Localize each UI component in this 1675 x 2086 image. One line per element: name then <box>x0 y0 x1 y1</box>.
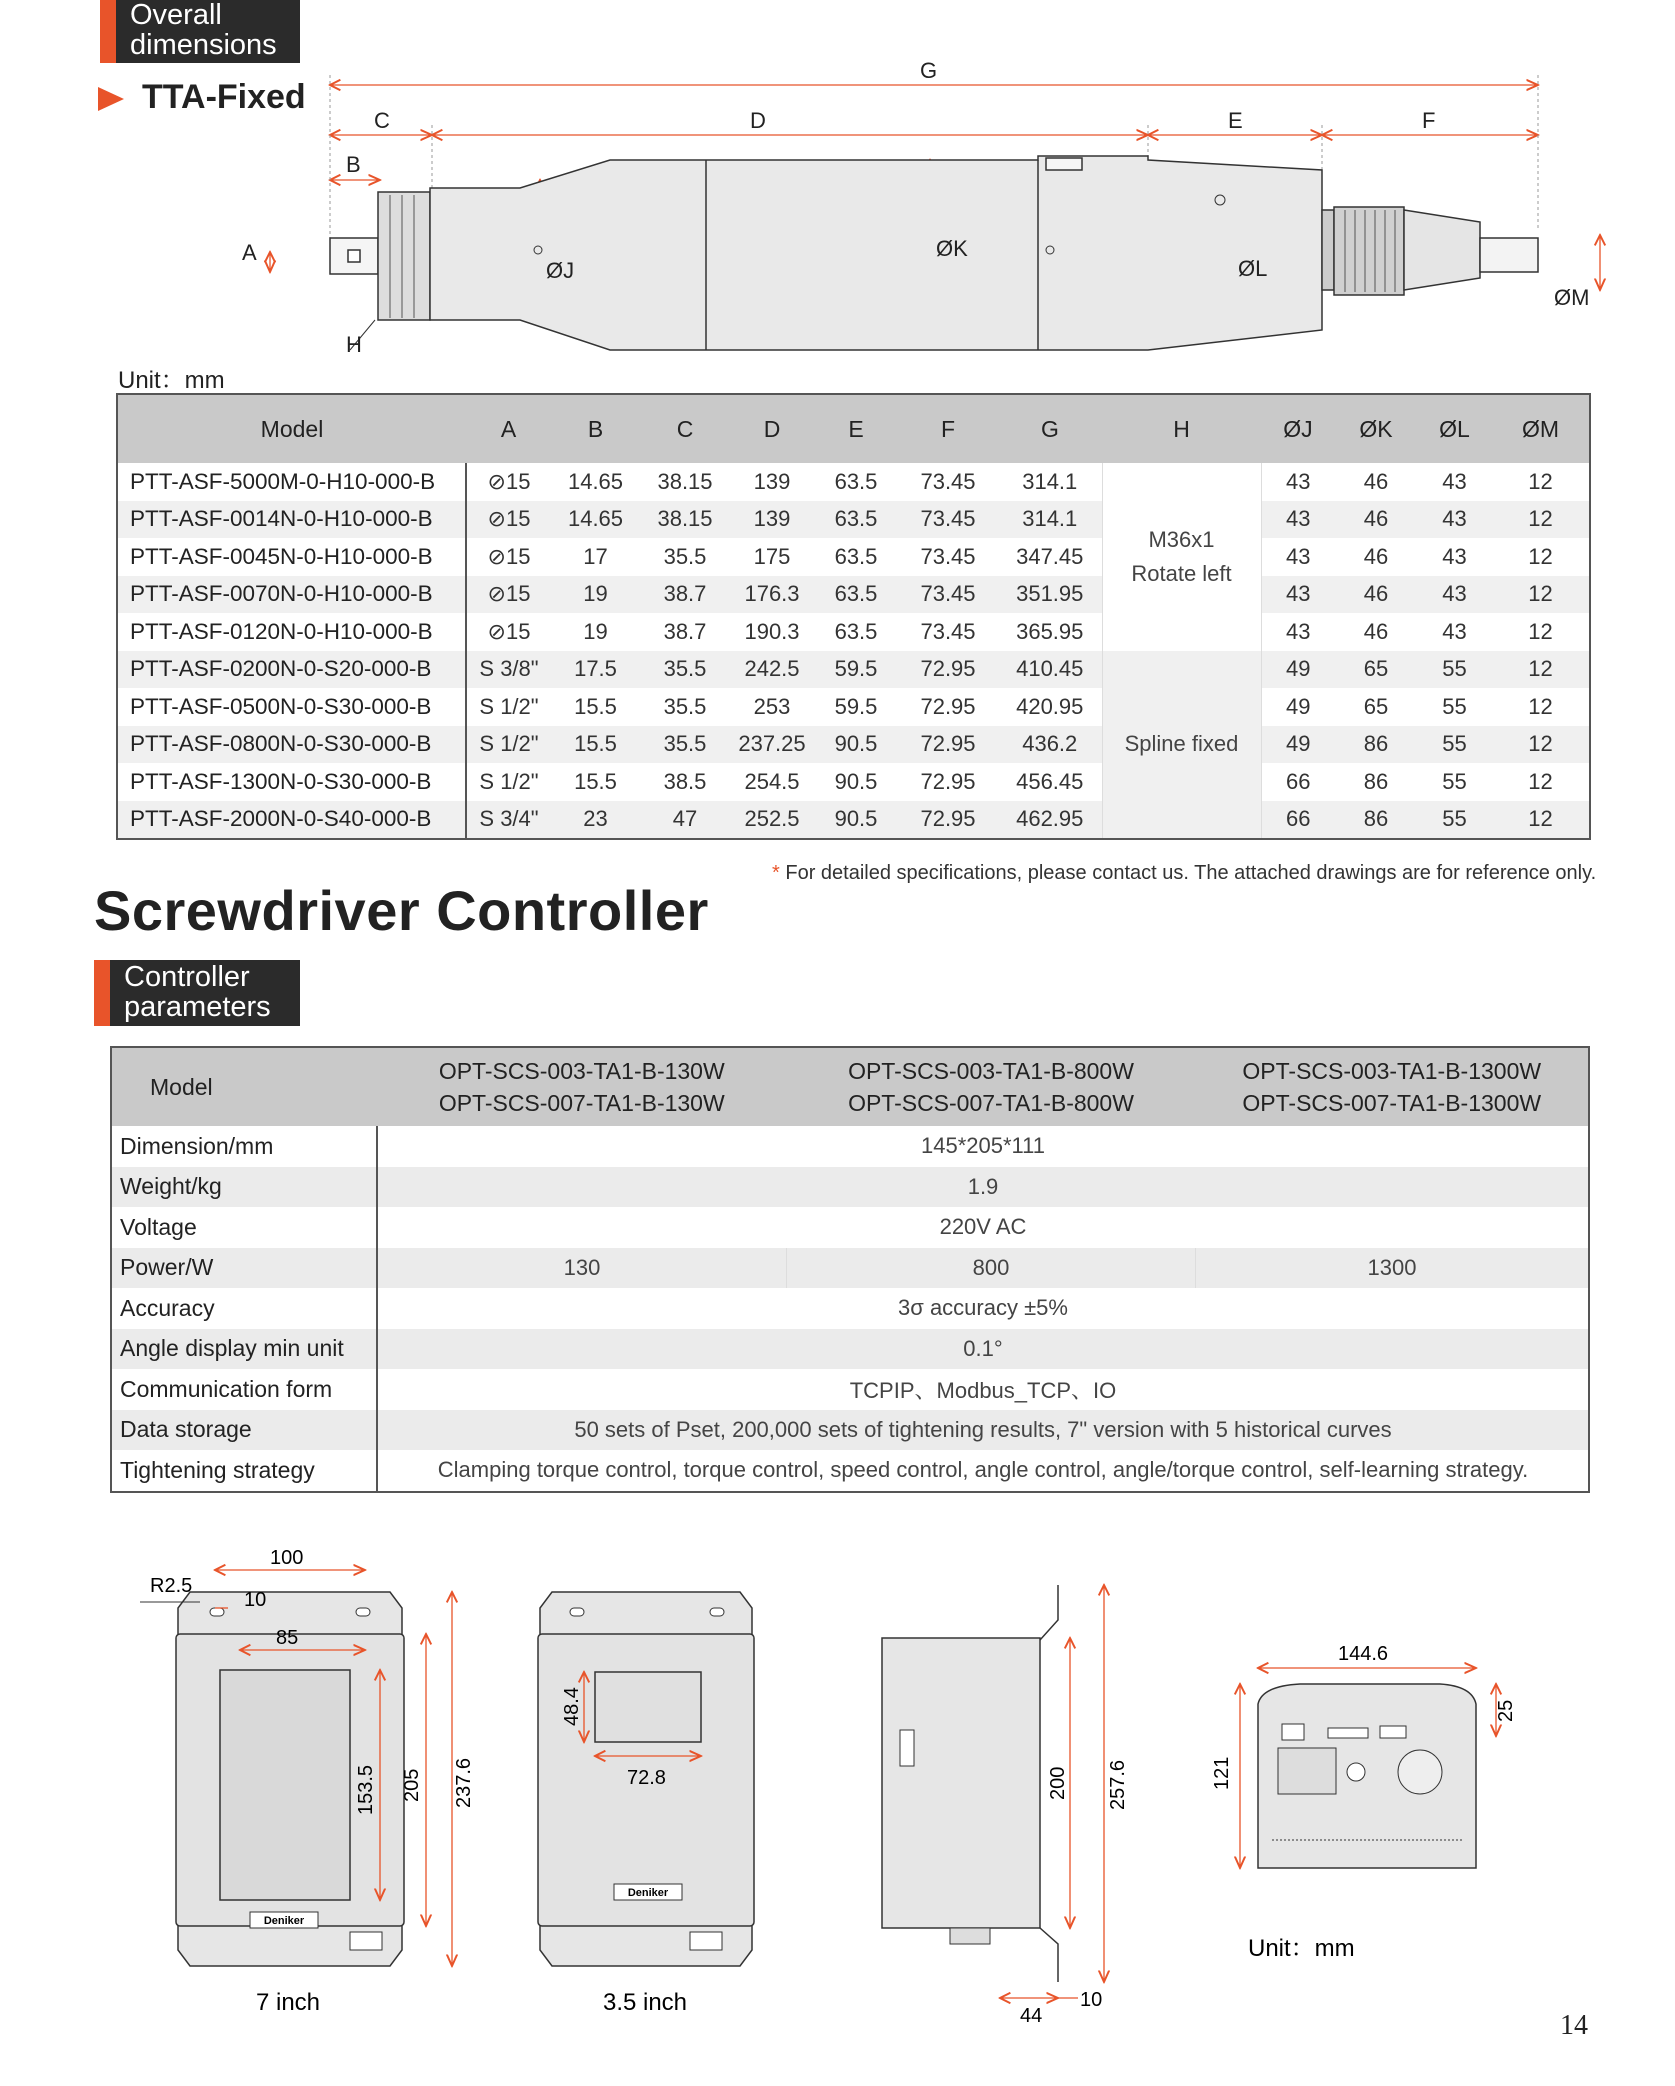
page-number: 14 <box>1560 2010 1588 2041</box>
label-H: H <box>346 332 362 357</box>
cell-c: 47 <box>640 801 730 840</box>
row-value: 1.9 <box>377 1167 1589 1208</box>
cell-b: 14.65 <box>567 468 624 494</box>
col-model-800w <box>787 1047 1196 1126</box>
cell-l: 55 <box>1417 651 1492 689</box>
cell-c: 38.5 <box>663 768 707 794</box>
cell-e: 90.5 <box>834 768 878 794</box>
cell-c: 35.5 <box>640 726 730 764</box>
tag-line-1: Controller <box>124 961 250 993</box>
cell-d: 139 <box>730 501 814 539</box>
cell-model: PTT-ASF-0070N-0-H10-000-B <box>117 576 466 614</box>
dim-85: 85 <box>276 1627 299 1649</box>
cell-f: 72.95 <box>920 768 976 794</box>
cell-f: 73.45 <box>920 543 976 569</box>
label-F: F <box>1422 108 1436 133</box>
footnote-text: For detailed specifications, please contact us. The attached drawings are for reference only. <box>785 862 1597 884</box>
model-line: OPT-SCS-007-TA1-B-800W <box>848 1090 1134 1116</box>
table-header-row <box>117 394 1590 463</box>
col-h: H <box>1102 394 1261 463</box>
cell-d: 253 <box>753 693 791 719</box>
cell-a: S 3/4" <box>466 801 551 840</box>
cell-k: 65 <box>1335 651 1417 689</box>
cell-model: PTT-ASF-0120N-0-H10-000-B <box>117 613 466 651</box>
cell-g: 365.95 <box>1016 618 1084 644</box>
model-line: OPT-SCS-007-TA1-B-1300W <box>1242 1090 1542 1116</box>
col-model-label: Model <box>111 1047 377 1126</box>
cell-e: 63.5 <box>834 618 878 644</box>
cell-g: 314.1 <box>1022 468 1078 494</box>
tag-line-1: Overall <box>130 0 222 31</box>
table-row <box>117 726 1590 764</box>
row-label: Power/W <box>111 1248 377 1289</box>
cell-model: PTT-ASF-1300N-0-S30-000-B <box>117 763 466 801</box>
cell-j: 49 <box>1261 726 1335 764</box>
table-row <box>117 688 1590 726</box>
label-J: ØJ <box>546 258 575 283</box>
drawing-back <box>1211 1643 1517 1962</box>
cell-k: 46 <box>1363 618 1389 644</box>
dim-153: 153.5 <box>355 1764 377 1815</box>
row-label: Weight/kg <box>111 1167 377 1208</box>
cell-e: 63.5 <box>814 576 898 614</box>
col-model: Model <box>117 394 466 463</box>
cell-m: 12 <box>1492 801 1590 840</box>
row-value: 1300 <box>1196 1248 1590 1289</box>
cell-m: 12 <box>1492 501 1590 539</box>
table-row <box>111 1450 1589 1492</box>
cell-f: 73.45 <box>920 468 976 494</box>
cell-f: 73.45 <box>898 501 998 539</box>
cell-d: 175 <box>753 543 791 569</box>
cell-l: 55 <box>1442 693 1467 719</box>
cell-j: 43 <box>1286 468 1311 494</box>
cell-b: 14.65 <box>551 501 640 539</box>
row-value: 800 <box>787 1248 1196 1289</box>
brand-logo-2: Deniker <box>627 1887 669 1899</box>
col-model-1300w <box>1196 1047 1590 1126</box>
cell-l: 43 <box>1417 501 1492 539</box>
cell-model: PTT-ASF-0800N-0-S30-000-B <box>117 726 466 764</box>
cell-c: 35.5 <box>663 693 707 719</box>
cell-e: 59.5 <box>834 693 878 719</box>
cell-g: 436.2 <box>998 726 1102 764</box>
section-tag-controller-parameters <box>94 960 300 1026</box>
row-label: Communication form <box>111 1369 377 1410</box>
cell-l: 55 <box>1417 801 1492 840</box>
cell-m: 12 <box>1492 651 1590 689</box>
drawing-side <box>882 1585 1129 2027</box>
cell-model: PTT-ASF-0045N-0-H10-000-B <box>117 538 466 576</box>
cell-model: PTT-ASF-0500N-0-S30-000-B <box>117 688 466 726</box>
triangle-bullet-icon <box>98 87 124 111</box>
dim-48: 48.4 <box>561 1687 583 1726</box>
cell-c: 38.7 <box>640 576 730 614</box>
col-k: ØK <box>1335 394 1417 463</box>
dim-257: 257.6 <box>1107 1759 1129 1810</box>
row-value: 145*205*111 <box>921 1133 1045 1159</box>
table-row <box>111 1167 1589 1208</box>
cell-e: 59.5 <box>814 651 898 689</box>
cell-m: 12 <box>1528 543 1553 569</box>
cell-k: 86 <box>1335 726 1417 764</box>
drawing-35inch <box>538 1592 754 2016</box>
model-line: OPT-SCS-003-TA1-B-800W <box>848 1058 1134 1084</box>
table-row <box>117 501 1590 539</box>
dim-100: 100 <box>270 1547 304 1569</box>
cell-j: 49 <box>1261 651 1335 689</box>
cell-l: 55 <box>1442 768 1467 794</box>
cell-m: 12 <box>1492 726 1590 764</box>
col-d: D <box>730 394 814 463</box>
cell-b: 19 <box>551 576 640 614</box>
label-G: G <box>920 60 938 83</box>
label-E: E <box>1228 108 1243 133</box>
cell-model: PTT-ASF-0200N-0-S20-000-B <box>117 651 466 689</box>
cell-g: 462.95 <box>998 801 1102 840</box>
controller-drawings <box>140 1540 1560 2040</box>
col-e: E <box>814 394 898 463</box>
row-value: 50 sets of Pset, 200,000 sets of tightening results, 7" version with 5 historical curves <box>377 1410 1589 1451</box>
cell-k: 65 <box>1363 693 1389 719</box>
row-value: 3σ accuracy ±5% <box>898 1295 1068 1321</box>
cell-m: 12 <box>1492 576 1590 614</box>
h-line: Rotate left <box>1131 560 1232 586</box>
cell-g: 351.95 <box>998 576 1102 614</box>
table-row <box>117 613 1590 651</box>
dim-72: 72.8 <box>627 1767 666 1789</box>
cell-d: 242.5 <box>730 651 814 689</box>
cell-d: 176.3 <box>730 576 814 614</box>
cell-e: 90.5 <box>814 726 898 764</box>
row-value: 220V AC <box>939 1214 1027 1240</box>
table-row <box>117 463 1590 501</box>
dim-144: 144.6 <box>1338 1643 1389 1665</box>
dim-10b: 10 <box>1080 1989 1103 2011</box>
table-row <box>111 1126 1589 1167</box>
brand-logo-1: Deniker <box>263 1915 305 1927</box>
table-row <box>111 1288 1589 1329</box>
cell-f: 73.45 <box>898 576 998 614</box>
table-row <box>117 651 1590 689</box>
caption-35inch: 3.5 inch <box>602 1989 688 2016</box>
cell-g: 314.1 <box>998 501 1102 539</box>
row-value: TCPIP、Modbus_TCP、IO <box>849 1377 1117 1403</box>
cell-k: 46 <box>1335 501 1417 539</box>
controller-params-table <box>110 1046 1590 1493</box>
table-row <box>111 1248 1589 1289</box>
cell-a: ⊘15 <box>466 501 551 539</box>
cell-f: 72.95 <box>920 693 976 719</box>
dim-44: 44 <box>1020 2005 1043 2027</box>
h-line: M36x1 <box>1148 526 1215 552</box>
dim-200: 200 <box>1047 1766 1069 1800</box>
cell-g: 420.95 <box>1016 693 1084 719</box>
cell-e: 63.5 <box>834 468 878 494</box>
tag-line-2: parameters <box>124 991 271 1023</box>
cell-m: 12 <box>1528 768 1553 794</box>
col-m: ØM <box>1492 394 1590 463</box>
cell-l: 55 <box>1417 726 1492 764</box>
cell-c: 35.5 <box>663 543 707 569</box>
cell-a: ⊘15 <box>487 618 531 644</box>
cell-h-group-2: Spline fixed <box>1102 651 1261 840</box>
table-header-row <box>111 1047 1589 1126</box>
col-model-130w <box>377 1047 787 1126</box>
cell-d: 252.5 <box>730 801 814 840</box>
cell-a: ⊘15 <box>487 468 531 494</box>
cell-c: 38.15 <box>657 468 713 494</box>
table-row <box>117 801 1590 840</box>
cell-l: 43 <box>1417 576 1492 614</box>
model-line: OPT-SCS-003-TA1-B-130W <box>438 1058 725 1084</box>
row-value: Clamping torque control, torque control, speed control, angle control, angle/torque control, self-learning strategy. <box>437 1457 1529 1483</box>
cell-model: PTT-ASF-5000M-0-H10-000-B <box>117 463 466 501</box>
cell-j: 49 <box>1286 693 1311 719</box>
cell-e: 63.5 <box>814 501 898 539</box>
dim-10: 10 <box>244 1589 267 1611</box>
cell-c: 38.7 <box>663 618 707 644</box>
table-row <box>111 1410 1589 1451</box>
cell-b: 17.5 <box>551 651 640 689</box>
cell-d: 254.5 <box>744 768 800 794</box>
cell-a: S 1/2" <box>479 693 539 719</box>
cell-b: 23 <box>551 801 640 840</box>
dim-121: 121 <box>1211 1756 1233 1790</box>
label-K: ØK <box>936 236 968 261</box>
cell-g: 456.45 <box>1016 768 1084 794</box>
cell-b: 15.5 <box>574 693 617 719</box>
cell-k: 86 <box>1363 768 1389 794</box>
cell-a: ⊘15 <box>466 576 551 614</box>
cell-b: 19 <box>583 618 608 644</box>
cell-f: 72.95 <box>898 651 998 689</box>
cell-j: 43 <box>1261 576 1335 614</box>
screwdriver-drawing <box>230 60 1630 360</box>
col-l: ØL <box>1417 394 1492 463</box>
cell-d: 190.3 <box>744 618 800 644</box>
table-row <box>111 1207 1589 1248</box>
label-M: ØM <box>1554 285 1590 310</box>
cell-l: 43 <box>1442 468 1467 494</box>
cell-b: 15.5 <box>551 726 640 764</box>
cell-b: 17 <box>583 543 608 569</box>
cell-k: 46 <box>1363 543 1389 569</box>
unit-label-2: Unit：mm <box>1248 1935 1355 1962</box>
row-value: 130 <box>377 1248 787 1289</box>
dim-237: 237.6 <box>453 1757 475 1808</box>
cell-j: 43 <box>1261 501 1335 539</box>
caption-7inch: 7 inch <box>255 1989 321 2016</box>
row-value: 0.1° <box>377 1329 1589 1370</box>
row-label: Dimension/mm <box>111 1126 377 1167</box>
cell-k: 86 <box>1335 801 1417 840</box>
row-label: Tightening strategy <box>111 1450 377 1492</box>
dim-205: 205 <box>401 1768 423 1802</box>
label-B: B <box>346 152 361 177</box>
dim-r25: R2.5 <box>150 1575 193 1597</box>
table-row <box>117 763 1590 801</box>
cell-d: 139 <box>753 468 791 494</box>
col-b: B <box>551 394 640 463</box>
section-title-controller: Screwdriver Controller <box>94 879 709 942</box>
cell-g: 347.45 <box>1016 543 1084 569</box>
label-D: D <box>750 108 766 133</box>
cell-j: 43 <box>1286 543 1311 569</box>
row-label: Voltage <box>111 1207 377 1248</box>
col-g: G <box>998 394 1102 463</box>
cell-a: S 1/2" <box>466 726 551 764</box>
cell-a: S 1/2" <box>479 768 539 794</box>
cell-a: ⊘15 <box>487 543 531 569</box>
table-row <box>117 576 1590 614</box>
cell-m: 12 <box>1528 468 1553 494</box>
cell-l: 43 <box>1442 618 1467 644</box>
cell-c: 38.15 <box>640 501 730 539</box>
table-row <box>111 1369 1589 1410</box>
tag-line-2: dimensions <box>130 29 277 61</box>
cell-g: 410.45 <box>998 651 1102 689</box>
footnote <box>772 862 1596 885</box>
cell-f: 73.45 <box>920 618 976 644</box>
col-c: C <box>640 394 730 463</box>
row-label: Data storage <box>111 1410 377 1451</box>
label-A: A <box>242 240 257 265</box>
cell-l: 43 <box>1442 543 1467 569</box>
row-label: Accuracy <box>111 1288 377 1329</box>
cell-j: 66 <box>1286 768 1311 794</box>
cell-model: PTT-ASF-0014N-0-H10-000-B <box>117 501 466 539</box>
col-j: ØJ <box>1261 394 1335 463</box>
model-line: OPT-SCS-007-TA1-B-130W <box>438 1090 725 1116</box>
col-f: F <box>898 394 998 463</box>
cell-j: 66 <box>1261 801 1335 840</box>
table-row <box>117 538 1590 576</box>
cell-model: PTT-ASF-2000N-0-S40-000-B <box>117 801 466 840</box>
dimensions-table <box>116 393 1591 840</box>
cell-a: S 3/8" <box>466 651 551 689</box>
cell-f: 72.95 <box>898 726 998 764</box>
cell-e: 63.5 <box>834 543 878 569</box>
drawing-7inch <box>140 1547 475 2016</box>
row-label: Angle display min unit <box>111 1329 377 1370</box>
label-C: C <box>374 108 390 133</box>
cell-j: 43 <box>1286 618 1311 644</box>
cell-b: 15.5 <box>574 768 617 794</box>
cell-f: 72.95 <box>898 801 998 840</box>
unit-label-1: Unit：mm <box>118 367 225 394</box>
label-L: ØL <box>1238 256 1268 281</box>
cell-m: 12 <box>1528 693 1553 719</box>
cell-h-group-1 <box>1102 463 1261 651</box>
cell-m: 12 <box>1528 618 1553 644</box>
cell-c: 35.5 <box>640 651 730 689</box>
footnote-star: * <box>772 862 780 884</box>
col-a: A <box>466 394 551 463</box>
cell-k: 46 <box>1335 576 1417 614</box>
dim-25: 25 <box>1495 1699 1517 1722</box>
cell-k: 46 <box>1363 468 1389 494</box>
section-tag-overall-dimensions <box>100 0 300 63</box>
model-line: OPT-SCS-003-TA1-B-1300W <box>1242 1058 1542 1084</box>
cell-d: 237.25 <box>730 726 814 764</box>
table-row <box>111 1329 1589 1370</box>
subtitle-text: TTA-Fixed <box>142 78 306 116</box>
cell-e: 90.5 <box>814 801 898 840</box>
